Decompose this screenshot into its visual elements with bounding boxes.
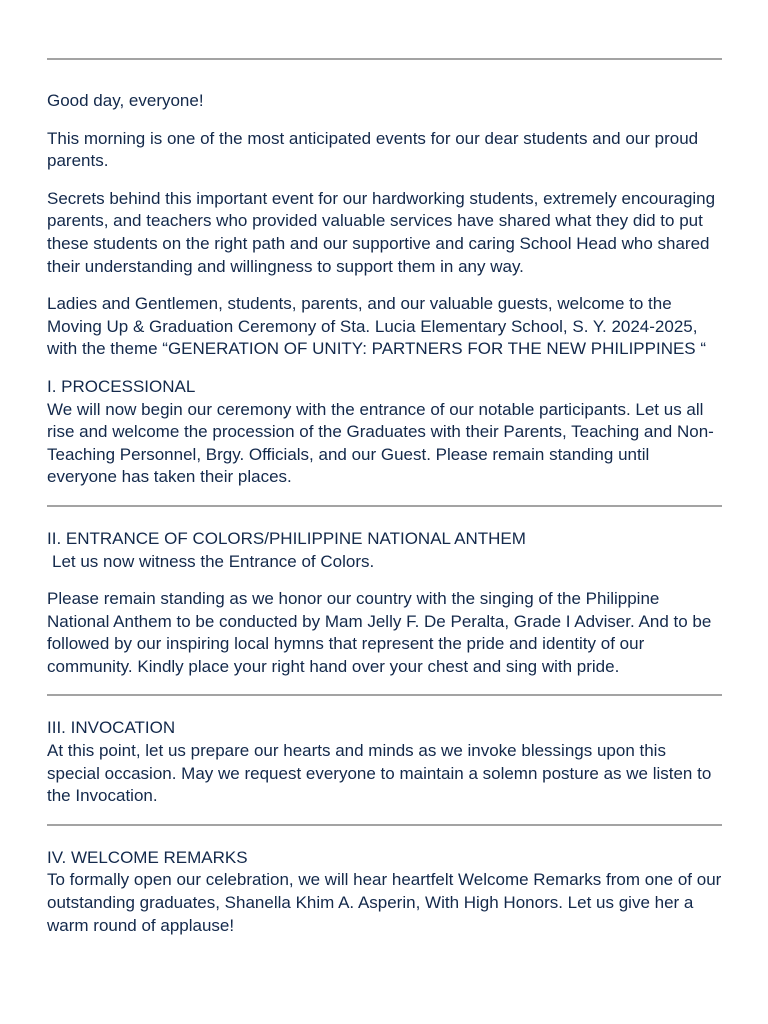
section-entrance-of-colors (47, 528, 722, 679)
document-page (47, 0, 722, 937)
section-body: At this point, let us prepare our hearts and minds as we invoke blessings upon this special occasion. May we request everyone to maintain a solemn posture as we listen to the Invocation. (47, 741, 712, 806)
section-body: To formally open our celebration, we will hear heartfelt Welcome Remarks from one of our outstanding graduates, Shanella Khim A. Asperin, With High Honors. Let us give her a warm round of applause! (47, 870, 722, 935)
divider (47, 694, 722, 696)
section-body-2: Please remain standing as we honor our country with the singing of the Philippine National Anthem to be conducted by Mam Jelly F. De Peralta, Grade I Adviser. And to be followed by our inspiring local hymns that represent the pride and identity of our community. Kindly place your right hand over your chest and sing with pride. (47, 589, 712, 676)
section-heading: I. PROCESSIONAL (47, 376, 196, 396)
intro-paragraph-1: This morning is one of the most anticipated events for our dear students and our proud parents. (47, 128, 699, 171)
divider (47, 824, 722, 826)
greeting-text: Good day, everyone! (47, 91, 204, 110)
intro-paragraph-2: Secrets behind this important event for our hardworking students, extremely encouraging parents, and teachers who provided valuable services have shared what they did to put these students on the right path and our supportive and caring School Head who shared their understanding and willingness to support them in any way. (47, 188, 716, 276)
section-body: Let us now witness the Entrance of Colors. (52, 551, 375, 571)
divider (47, 505, 722, 507)
section-invocation (47, 717, 722, 807)
divider-top (47, 58, 722, 60)
section-heading: III. INVOCATION (47, 718, 176, 738)
section-welcome-remarks (47, 847, 722, 937)
section-heading: IV. WELCOME REMARKS (47, 847, 248, 867)
section-body: We will now begin our ceremony with the entrance of our notable participants. Let us all rise and welcome the procession of the Graduates with their Parents, Teaching and Non-Teaching Personnel, Brgy. Officials, and our Guest. Please remain standing until everyone has taken their places. (47, 399, 714, 487)
section-processional (47, 376, 722, 489)
intro-paragraph-3: Ladies and Gentlemen, students, parents, and our valuable guests, welcome to the Moving Up & Graduation Ceremony of Sta. Lucia Elementary School, S. Y. 2024-2025, with the theme “GENERATION OF UNITY: PARTNERS FOR THE NEW PHILIPPINES “ (47, 294, 707, 359)
section-heading: II. ENTRANCE OF COLORS/PHILIPPINE NATIONAL ANTHEM (47, 528, 526, 548)
